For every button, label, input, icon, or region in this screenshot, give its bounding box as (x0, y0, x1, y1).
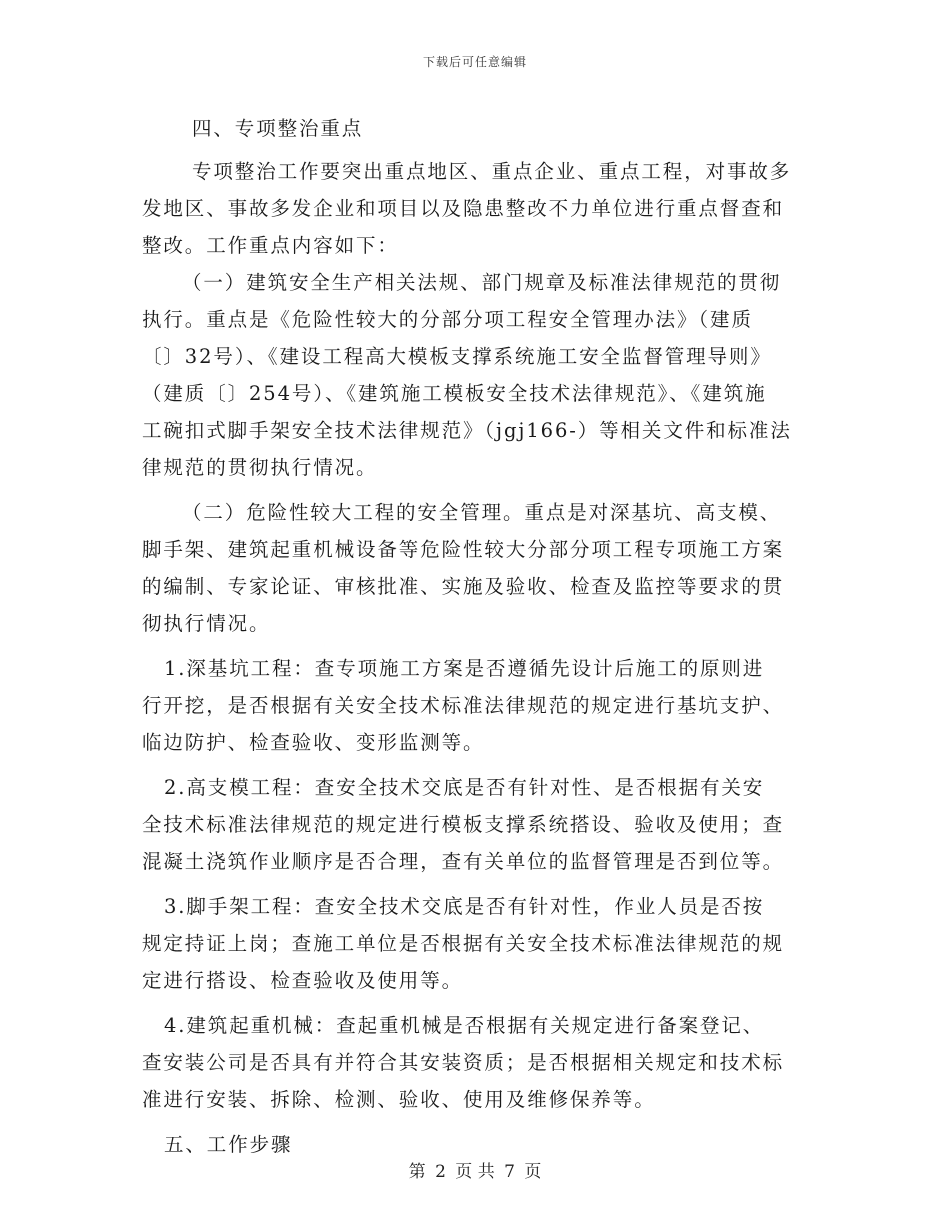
paragraph-line: 行开挖，是否根据有关安全技术标准法律规范的规定进行基坑支护、 (142, 694, 785, 717)
footer-suffix: 页 (524, 1162, 542, 1182)
footer-middle: 页 共 (455, 1162, 495, 1182)
paragraph-line: 整改。工作重点内容如下： (142, 234, 399, 257)
paragraph-line: 3.脚手架工程：查安全技术交底是否有针对性，作业人员是否按 (164, 895, 765, 918)
paragraph-line: 的编制、专家论证、审核批准、实施及验收、检查及监控等要求的贯 (142, 575, 785, 598)
paragraph-line: 查安装公司是否具有并符合其安装资质；是否根据相关规定和技术标 (142, 1051, 785, 1074)
paragraph-line: 脚手架、建筑起重机械设备等危险性较大分部分项工程专项施工方案 (142, 538, 785, 561)
paragraph-line: 混凝土浇筑作业顺序是否合理，查有关单位的监督管理是否到位等。 (142, 850, 785, 873)
paragraph-line: 工碗扣式脚手架安全技术法律规范》（jgj166-）等相关文件和标准法 (142, 419, 792, 442)
paragraph-line: 全技术标准法律规范的规定进行模板支撑系统搭设、验收及使用；查 (142, 813, 785, 836)
paragraph-line: 临边防护、检查验收、变形监测等。 (142, 731, 485, 754)
paragraph-line: 1.深基坑工程：查专项施工方案是否遵循先设计后施工的原则进 (164, 657, 765, 680)
page-footer (0, 1157, 950, 1182)
paragraph-line: 发地区、事故多发企业和项目以及隐患整改不力单位进行重点督查和 (142, 197, 785, 220)
paragraph-line: 定进行搭设、检查验收及使用等。 (142, 969, 464, 992)
paragraph-line: 准进行安装、拆除、检测、验收、使用及维修保养等。 (142, 1088, 656, 1111)
footer-page-number: 2 (435, 1162, 446, 1182)
paragraph-line: （建质〔〕254号）、《建筑施工模板安全技术法律规范》、《建筑施 (142, 382, 767, 405)
footer-total-pages: 7 (504, 1162, 515, 1182)
paragraph-line: 专项整治工作要突出重点地区、重点企业、重点工程，对事故多 (192, 160, 792, 183)
footer-prefix: 第 (408, 1162, 426, 1182)
paragraph-line: 〔〕32号）、《建设工程高大模板支撑系统施工安全监督管理导则》 (142, 345, 772, 368)
paragraph-line: 律规范的贯彻执行情况。 (142, 456, 378, 479)
paragraph-line: 彻执行情况。 (142, 612, 271, 635)
paragraph-line: 执行。重点是《危险性较大的分部分项工程安全管理办法》（建质 (142, 308, 753, 331)
page-header-note: 下载后可任意编辑 (422, 55, 527, 69)
section-heading: 四、专项整治重点 (192, 117, 364, 140)
document-body (142, 110, 812, 1163)
section-heading: 五、工作步骤 (164, 1133, 293, 1156)
paragraph-line: 规定持证上岗；查施工单位是否根据有关安全技术标准法律规范的规 (142, 932, 785, 955)
paragraph-line: 2.高支模工程：查安全技术交底是否有针对性、是否根据有关安 (164, 776, 765, 799)
paragraph-line: （二）危险性较大工程的安全管理。重点是对深基坑、高支模、 (182, 501, 782, 524)
paragraph-line: 4.建筑起重机械：查起重机械是否根据有关规定进行备案登记、 (164, 1014, 765, 1037)
paragraph-line: （一）建筑安全生产相关法规、部门规章及标准法律规范的贯彻 (182, 271, 782, 294)
